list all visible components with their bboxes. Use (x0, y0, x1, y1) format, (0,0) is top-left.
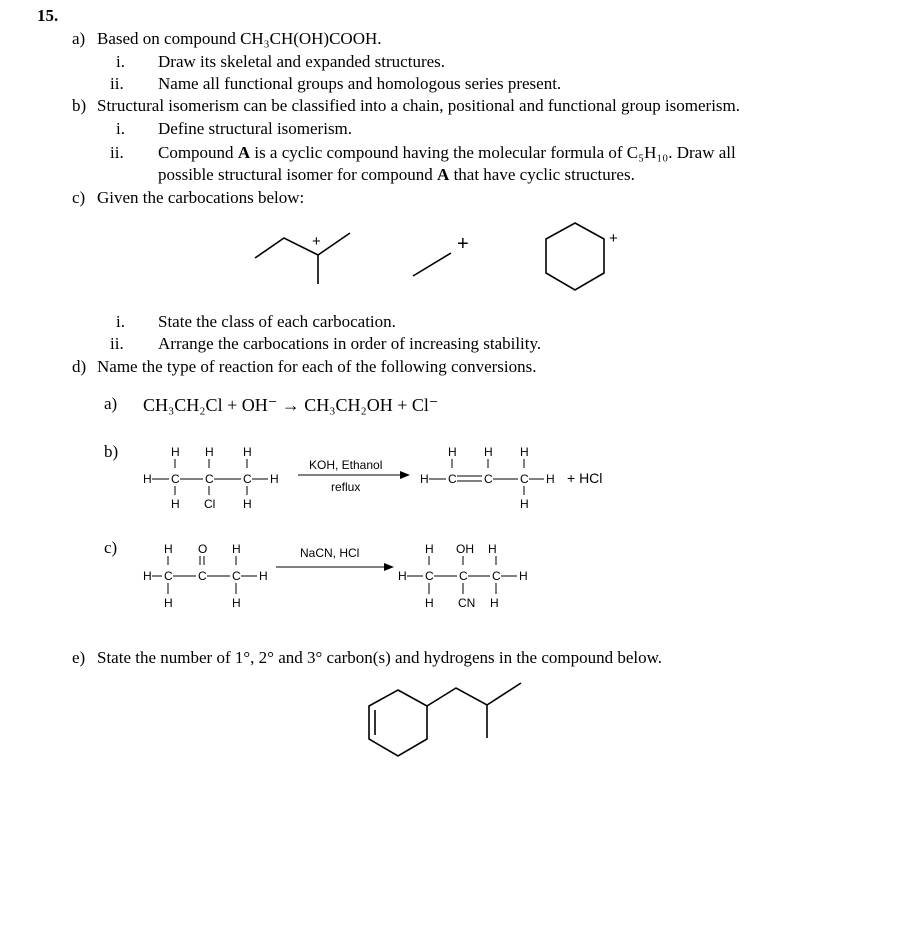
svg-text:H: H (520, 445, 529, 459)
part-a-item-1-text: Draw its skeletal and expanded structures. (158, 52, 446, 71)
svg-text:H: H (488, 542, 497, 556)
reaction-b-label: b) (104, 442, 119, 461)
svg-text:H: H (425, 596, 434, 610)
part-e-label: e) (72, 648, 86, 667)
part-a-item-2-num: ii. (110, 74, 124, 93)
part-b-item-2-line-2: possible structural isomer for compound A that have cyclic structures. (158, 165, 635, 184)
part-b-item-1-num: i. (116, 119, 125, 138)
svg-text:H: H (398, 569, 407, 583)
part-b-label: b) (72, 96, 87, 115)
svg-text:H: H (171, 445, 180, 459)
carbocation-1-plus: + (312, 233, 321, 250)
part-d-text: Name the type of reaction for each of the following conversions. (97, 357, 537, 376)
part-c-item-2-num: ii. (110, 334, 124, 353)
reaction-a-label: a) (104, 394, 118, 413)
svg-text:C: C (492, 569, 501, 583)
part-b-item-2-line-1: Compound A is a cyclic compound having the molecular formula of C₅H₁₀. Draw all (158, 143, 736, 162)
part-c-text: Given the carbocations below: (97, 188, 305, 207)
svg-text:H: H (448, 445, 457, 459)
part-a-text: Based on compound CH₃CH(OH)COOH. (97, 29, 382, 48)
svg-text:H: H (259, 569, 268, 583)
svg-text:H: H (171, 497, 180, 511)
part-b-item-2-num: ii. (110, 143, 124, 162)
svg-text:C: C (243, 472, 252, 486)
part-b-text: Structural isomerism can be classified into a chain, positional and functional group isomerism. (97, 96, 741, 115)
carbocation-2 (413, 253, 451, 276)
svg-text:H: H (164, 542, 173, 556)
svg-text:C: C (459, 569, 468, 583)
svg-text:Cl: Cl (204, 497, 216, 511)
svg-text:H: H (164, 596, 173, 610)
svg-text:H: H (232, 542, 241, 556)
svg-text:CN: CN (458, 596, 476, 610)
part-d-label: d) (72, 357, 87, 376)
svg-text:H: H (205, 445, 214, 459)
svg-text:H: H (243, 445, 252, 459)
svg-text:H: H (546, 472, 555, 486)
reaction-a-equation: CH₃CH₂Cl + OH⁻ → CH₃CH₂OH + Cl⁻ (143, 395, 439, 415)
part-b-item-1-text: Define structural isomerism. (158, 119, 353, 138)
svg-text:C: C (171, 472, 180, 486)
svg-text:C: C (520, 472, 529, 486)
reaction-c-reagent: NaCN, HCl (300, 546, 360, 560)
svg-text:H: H (243, 497, 252, 511)
svg-text:C: C (205, 472, 214, 486)
svg-text:H: H (143, 472, 152, 486)
reaction-b-reagent: KOH, Ethanol (309, 458, 383, 472)
svg-text:C: C (448, 472, 457, 486)
svg-text:C: C (232, 569, 241, 583)
svg-text:H: H (425, 542, 434, 556)
svg-text:C: C (198, 569, 207, 583)
carbocation-1 (255, 233, 350, 284)
part-c-label: c) (72, 188, 86, 207)
reaction-c-label: c) (104, 538, 118, 557)
svg-text:H: H (484, 445, 493, 459)
part-a-item-1-num: i. (116, 52, 125, 71)
part-a-label: a) (72, 29, 86, 48)
part-c-item-1-text: State the class of each carbocation. (158, 312, 396, 331)
reaction-b-condition: reflux (331, 480, 361, 494)
reaction-b-reactant (143, 445, 279, 511)
svg-text:H: H (520, 497, 529, 511)
carbocation-2-plus: + (457, 233, 469, 255)
part-e-text: State the number of 1°, 2° and 3° carbon(s) and hydrogens in the compound below. (97, 648, 663, 667)
carbocation-3-plus: + (609, 230, 618, 247)
svg-text:C: C (484, 472, 493, 486)
svg-text:O: O (198, 542, 208, 556)
reaction-b-byproduct: + HCl (567, 470, 603, 486)
svg-text:H: H (232, 596, 241, 610)
svg-text:OH: OH (456, 542, 474, 556)
svg-text:H: H (420, 472, 429, 486)
svg-text:H: H (519, 569, 528, 583)
carbocation-3 (546, 223, 604, 290)
part-c-item-2-text: Arrange the carbocations in order of increasing stability. (158, 334, 542, 353)
svg-text:C: C (164, 569, 173, 583)
part-a-item-2-text: Name all functional groups and homologous series present. (158, 74, 562, 93)
part-c-item-1-num: i. (116, 312, 125, 331)
question-number: 15. (37, 6, 59, 25)
svg-text:C: C (425, 569, 434, 583)
svg-text:H: H (270, 472, 279, 486)
reaction-b-product (420, 445, 555, 511)
svg-text:H: H (490, 596, 499, 610)
svg-text:H: H (143, 569, 152, 583)
part-e-structure (369, 683, 521, 756)
